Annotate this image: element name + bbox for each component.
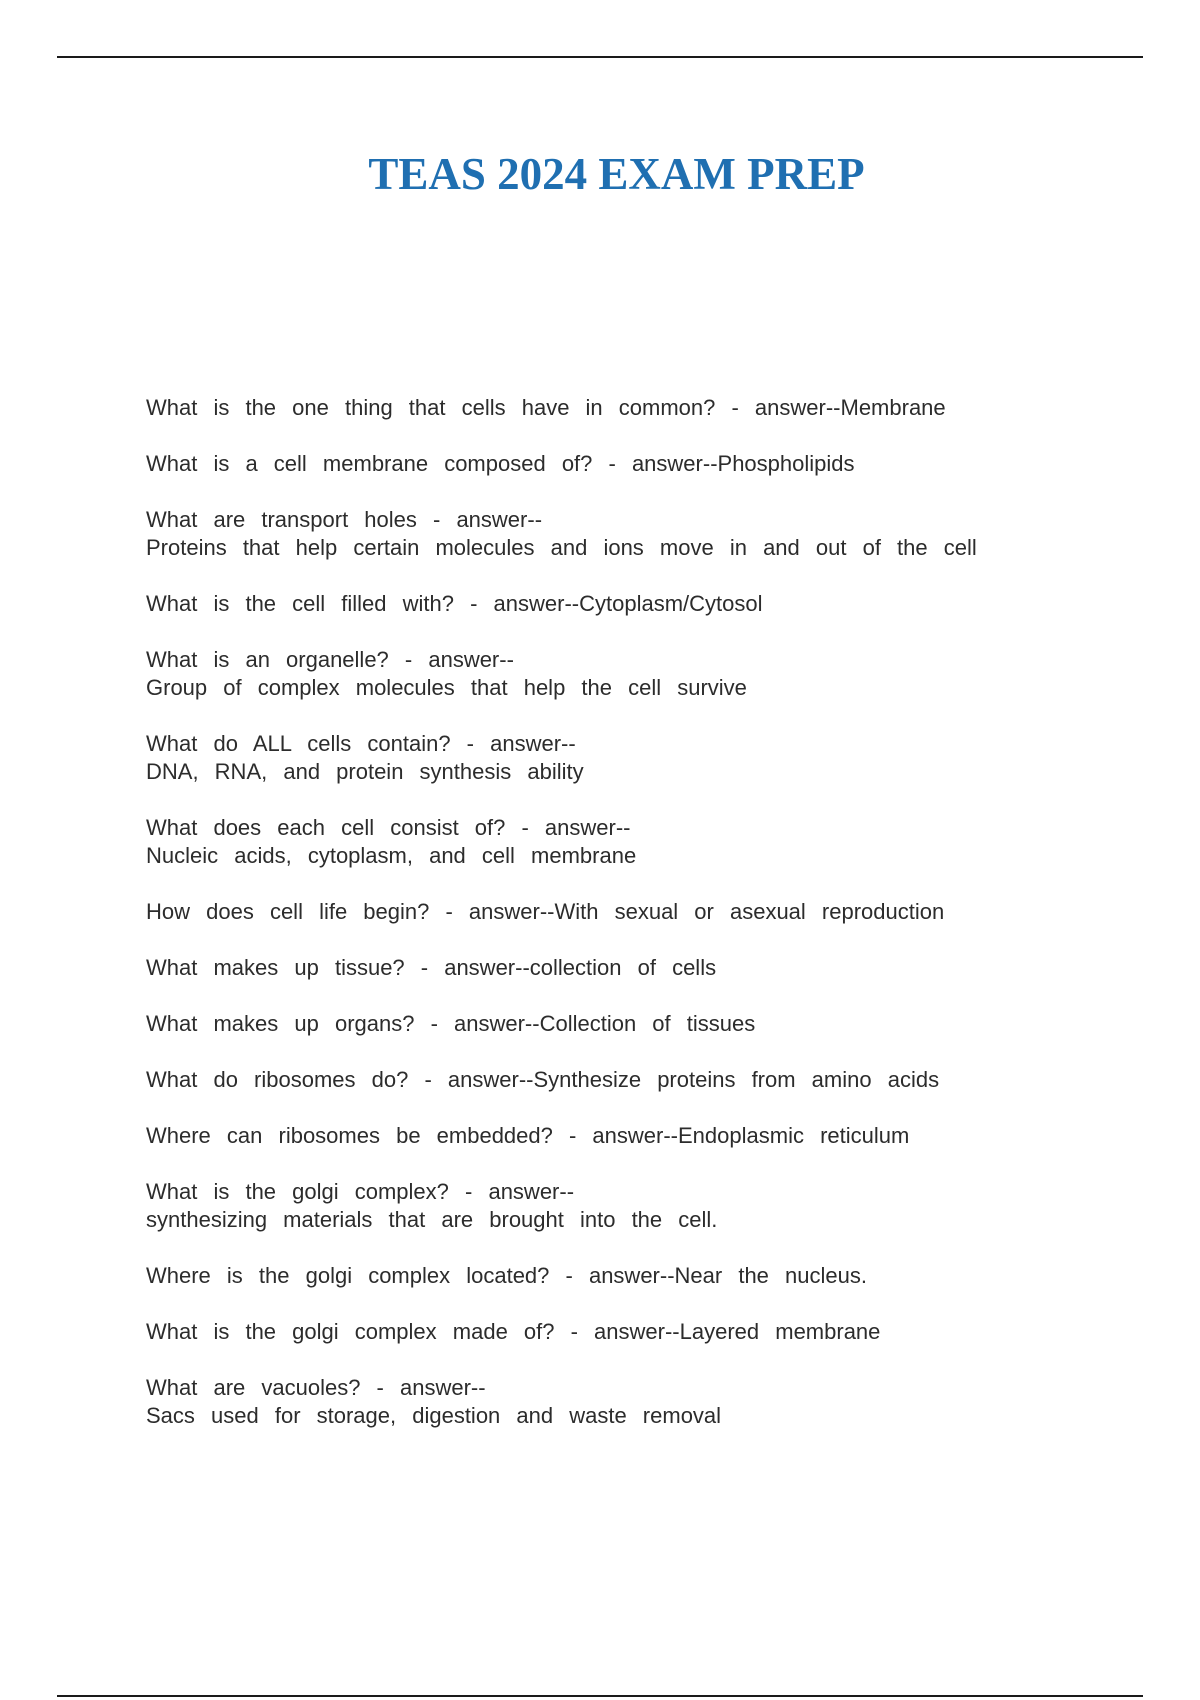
qa-answer-line: Sacs used for storage, digestion and waste removal [146, 1403, 722, 1428]
qa-line: What is the one thing that cells have in common? - answer--Membrane [146, 395, 946, 420]
qa-item [146, 898, 1106, 926]
qa-item [146, 1262, 1106, 1290]
qa-line: Where can ribosomes be embedded? - answer--Endoplasmic reticulum [146, 1123, 910, 1148]
qa-item [146, 1066, 1106, 1094]
qa-item [146, 506, 1106, 562]
qa-item [146, 1178, 1106, 1234]
qa-question-line: What are vacuoles? - answer-- [146, 1375, 486, 1400]
qa-question-line: What does each cell consist of? - answer-- [146, 815, 631, 840]
qa-item [146, 730, 1106, 786]
qa-line: What is a cell membrane composed of? - answer--Phospholipids [146, 451, 855, 476]
qa-answer-line: Nucleic acids, cytoplasm, and cell membrane [146, 843, 637, 868]
qa-list [146, 394, 1106, 1458]
qa-line: What is the cell filled with? - answer--Cytoplasm/Cytosol [146, 591, 763, 616]
top-rule [57, 56, 1143, 58]
qa-question-line: What is the golgi complex? - answer-- [146, 1179, 575, 1204]
qa-question-line: What is an organelle? - answer-- [146, 647, 514, 672]
qa-line: Where is the golgi complex located? - answer--Near the nucleus. [146, 1263, 867, 1288]
qa-question-line: What do ALL cells contain? - answer-- [146, 731, 576, 756]
qa-line: How does cell life begin? - answer--With sexual or asexual reproduction [146, 899, 945, 924]
qa-answer-line: Group of complex molecules that help the cell survive [146, 675, 747, 700]
qa-line: What makes up organs? - answer--Collection of tissues [146, 1011, 756, 1036]
qa-line: What do ribosomes do? - answer--Synthesize proteins from amino acids [146, 1067, 940, 1092]
qa-question-line: What are transport holes - answer-- [146, 507, 543, 532]
qa-item [146, 1010, 1106, 1038]
qa-item [146, 814, 1106, 870]
qa-answer-line: Proteins that help certain molecules and ions move in and out of the cell [146, 535, 977, 560]
qa-item [146, 1318, 1106, 1346]
qa-item [146, 394, 1106, 422]
document-title: TEAS 2024 EXAM PREP [368, 149, 865, 199]
qa-item [146, 646, 1106, 702]
qa-item [146, 590, 1106, 618]
qa-line: What is the golgi complex made of? - answer--Layered membrane [146, 1319, 881, 1344]
qa-item [146, 1374, 1106, 1430]
qa-answer-line: DNA, RNA, and protein synthesis ability [146, 759, 584, 784]
bottom-rule [57, 1695, 1143, 1697]
qa-item [146, 450, 1106, 478]
qa-line: What makes up tissue? - answer--collection of cells [146, 955, 717, 980]
qa-answer-line: synthesizing materials that are brought into the cell. [146, 1207, 718, 1232]
qa-item [146, 954, 1106, 982]
qa-item [146, 1122, 1106, 1150]
